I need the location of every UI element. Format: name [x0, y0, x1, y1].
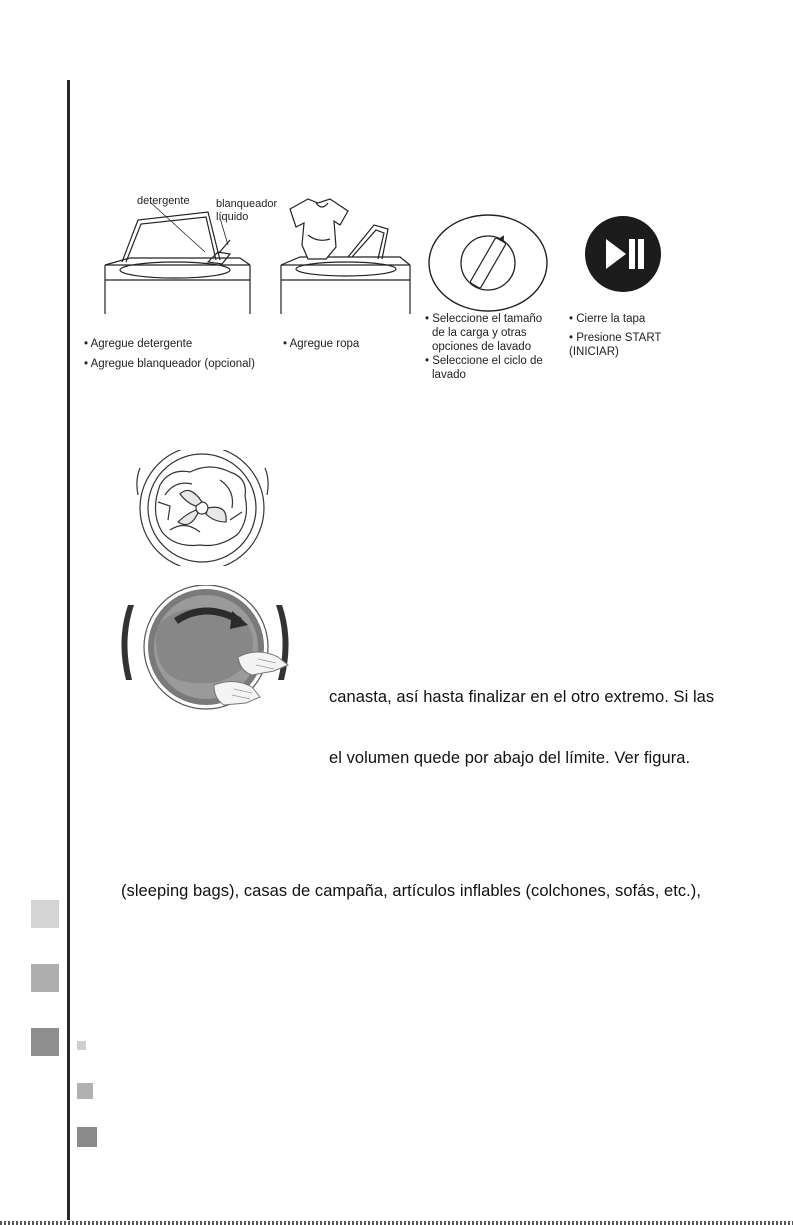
- body-text-line2: el volumen quede por abajo del límite. Ver figura.: [329, 749, 691, 767]
- bullet-square-large: [77, 1127, 97, 1147]
- section-tab-dark: [31, 1028, 59, 1056]
- step3-caption-line3: opciones de lavado: [432, 341, 532, 353]
- bleach-label-line2: líquido: [216, 211, 249, 223]
- step2-caption: [283, 337, 403, 351]
- body-text-line3: (sleeping bags), casas de campaña, artículos inflables (colchones, sofás, etc.),: [121, 882, 701, 900]
- washer-add-clothes-figure: [278, 195, 418, 315]
- bullet-square-small: [77, 1041, 86, 1050]
- step3-caption-line2: de la carga y otras: [432, 327, 527, 339]
- bleach-label-line1: blanqueador: [216, 198, 278, 210]
- section-tab-light: [31, 900, 59, 928]
- play-pause-icon: [584, 215, 662, 293]
- step2-caption-line1: • Agregue ropa: [283, 338, 360, 350]
- step1-caption-line2: • Agregue blanqueador (opcional): [84, 358, 255, 370]
- detergent-label: detergente: [137, 195, 190, 207]
- dial-icon: [427, 213, 549, 313]
- step3-caption-line4: • Seleccione el ciclo de: [425, 355, 543, 367]
- step3-caption-line1: • Seleccione el tamaño: [425, 313, 543, 325]
- bottom-edge-rule: [0, 1221, 793, 1225]
- drum-top-view-figure: [130, 450, 275, 566]
- step4-caption: [569, 312, 689, 359]
- step3-caption: [425, 312, 560, 382]
- section-tab-medium: [31, 964, 59, 992]
- step1-caption-line1: • Agregue detergente: [84, 338, 193, 350]
- step4-caption-line3: (INICIAR): [569, 346, 619, 358]
- drum-loading-figure: [118, 585, 293, 713]
- body-text-line1: canasta, así hasta finalizar en el otro extremo. Si las: [329, 688, 715, 706]
- step4-caption-line1: • Cierre la tapa: [569, 313, 646, 325]
- step3-caption-line5: lavado: [432, 369, 466, 381]
- left-margin-rule: [67, 80, 70, 1220]
- step4-caption-line2: • Presione START: [569, 332, 662, 344]
- bullet-square-medium: [77, 1083, 93, 1099]
- step1-caption: [84, 337, 284, 371]
